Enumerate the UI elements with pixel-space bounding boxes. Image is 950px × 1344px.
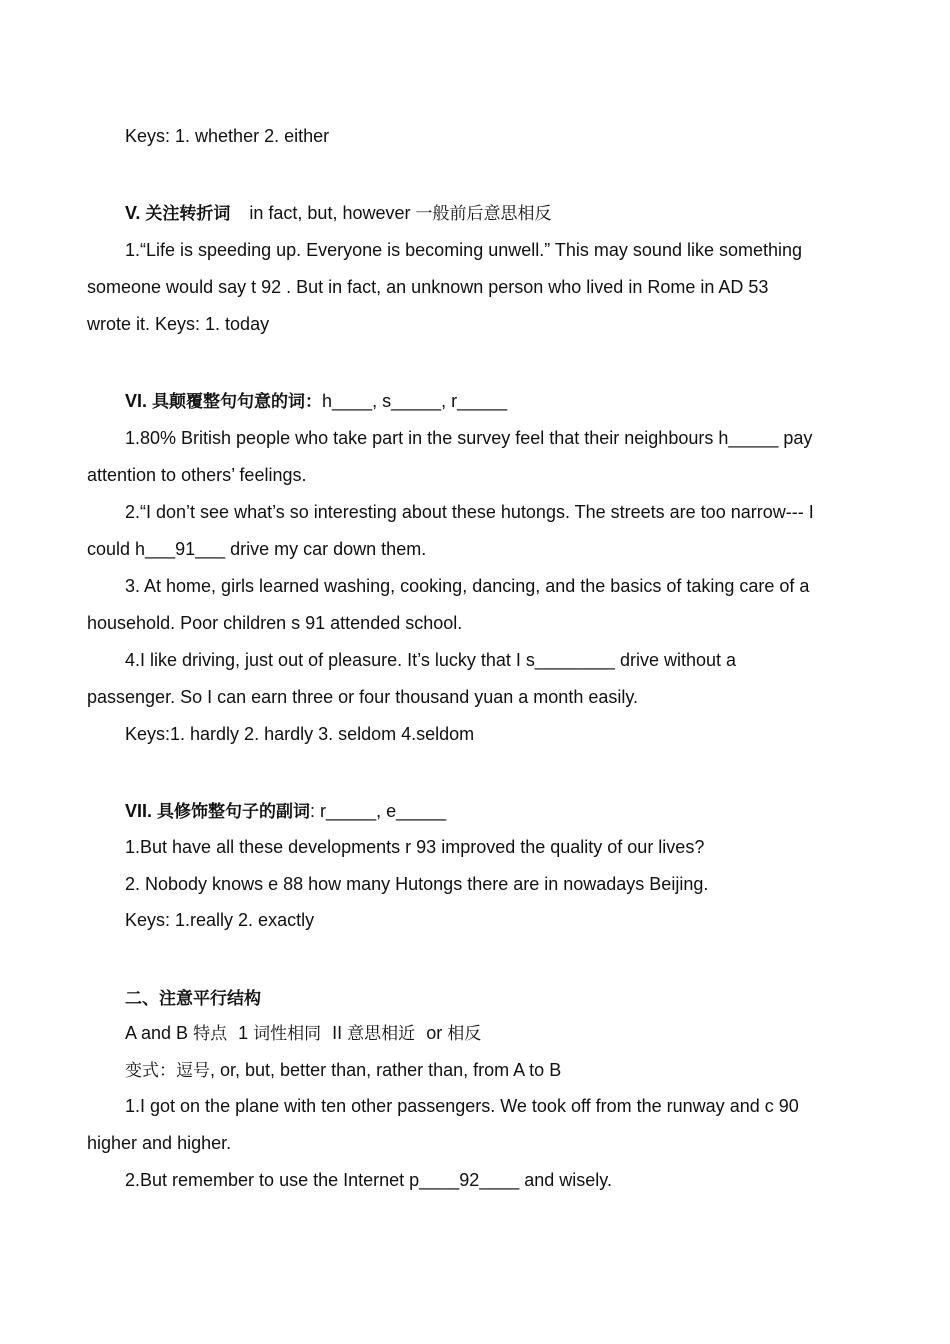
text: could h___91___ drive my car down them. bbox=[87, 539, 427, 559]
keys-line-section-7 bbox=[125, 908, 314, 932]
text: II bbox=[332, 1023, 343, 1043]
paragraph-line bbox=[87, 611, 462, 635]
section-title: 具修饰整句子的副词 bbox=[157, 802, 311, 822]
section-6-heading bbox=[125, 389, 507, 414]
text: 1.I got on the plane with ten other passengers. We took off from the runway and c 90 bbox=[125, 1096, 799, 1116]
text: Keys: 1. whether 2. either bbox=[125, 126, 330, 146]
text: 词性相同 bbox=[253, 1024, 322, 1044]
text: 1.“Life is speeding up. Everyone is becoming unwell.” This may sound like something bbox=[125, 240, 803, 260]
paragraph-line bbox=[125, 1168, 612, 1192]
part-2-heading bbox=[125, 986, 261, 1011]
paragraph-line bbox=[125, 872, 708, 896]
text: 2.But remember to use the Internet p____92____ and wisely. bbox=[125, 1170, 612, 1190]
text: wrote it. Keys: 1. today bbox=[87, 314, 270, 334]
text: 意思相近 bbox=[347, 1024, 416, 1044]
text: 变式：逗号 bbox=[125, 1061, 210, 1081]
text: 2.“I don’t see what’s so interesting about these hutongs. The streets are too narrow--- I bbox=[125, 502, 814, 522]
section-title: 具颠覆整句句意的词： bbox=[152, 392, 323, 412]
text: 3. At home, girls learned washing, cooking, dancing, and the basics of taking care of a bbox=[125, 576, 810, 596]
text: someone would say t 92 . But in fact, an unknown person who lived in Rome in AD 53 bbox=[87, 277, 769, 297]
text: 特点 bbox=[193, 1024, 228, 1044]
paragraph-line bbox=[87, 537, 426, 561]
paragraph-line bbox=[87, 275, 768, 299]
paragraph-line bbox=[87, 1131, 231, 1155]
text: 1.But have all these developments r 93 improved the quality of our lives? bbox=[125, 837, 705, 857]
paragraph-line bbox=[87, 312, 269, 336]
text: 相反 bbox=[447, 1024, 482, 1044]
paragraph-line bbox=[125, 648, 736, 672]
parallel-structure-variants bbox=[125, 1058, 561, 1083]
text: , or, but, better than, rather than, from A to B bbox=[210, 1060, 562, 1080]
section-words: in fact, but, however bbox=[249, 203, 411, 223]
section-note: 一般前后意思相反 bbox=[415, 204, 552, 224]
paragraph-line bbox=[125, 500, 814, 524]
text: or bbox=[426, 1023, 443, 1043]
paragraph-line bbox=[125, 574, 809, 598]
text: 2. Nobody knows e 88 how many Hutongs there are in nowadays Beijing. bbox=[125, 874, 709, 894]
text: 4.I like driving, just out of pleasure. It’s lucky that I s________ drive without a bbox=[125, 650, 737, 670]
text: passenger. So I can earn three or four thousand yuan a month easily. bbox=[87, 687, 639, 707]
text: Keys:1. hardly 2. hardly 3. seldom 4.seldom bbox=[125, 724, 475, 744]
keys-line-section-4 bbox=[125, 124, 329, 148]
section-7-heading bbox=[125, 799, 446, 824]
paragraph-line bbox=[87, 463, 306, 487]
text: household. Poor children s 91 attended school. bbox=[87, 613, 463, 633]
section-words: h____, s_____, r_____ bbox=[322, 391, 508, 411]
paragraph-line bbox=[125, 426, 812, 450]
keys-line-section-6 bbox=[125, 722, 474, 746]
paragraph-line bbox=[125, 835, 704, 859]
section-number: VII. bbox=[125, 801, 153, 821]
section-title: 关注转折词 bbox=[145, 204, 231, 224]
text: 1.80% British people who take part in the survey feel that their neighbours h_____ pay bbox=[125, 428, 813, 448]
section-number: V. bbox=[125, 203, 141, 223]
text: attention to others’ feelings. bbox=[87, 465, 307, 485]
parallel-structure-rule bbox=[125, 1021, 481, 1046]
paragraph-line bbox=[125, 1094, 799, 1118]
text: 二、注意平行结构 bbox=[125, 989, 261, 1009]
text: 1 bbox=[238, 1023, 249, 1043]
text: A and B bbox=[125, 1023, 189, 1043]
paragraph-line bbox=[125, 238, 802, 262]
section-number: VI. bbox=[125, 391, 148, 411]
text: Keys: 1.really 2. exactly bbox=[125, 910, 315, 930]
section-5-heading bbox=[125, 201, 552, 226]
paragraph-line bbox=[87, 685, 638, 709]
text: higher and higher. bbox=[87, 1133, 232, 1153]
section-words: : r_____, e_____ bbox=[310, 801, 447, 821]
